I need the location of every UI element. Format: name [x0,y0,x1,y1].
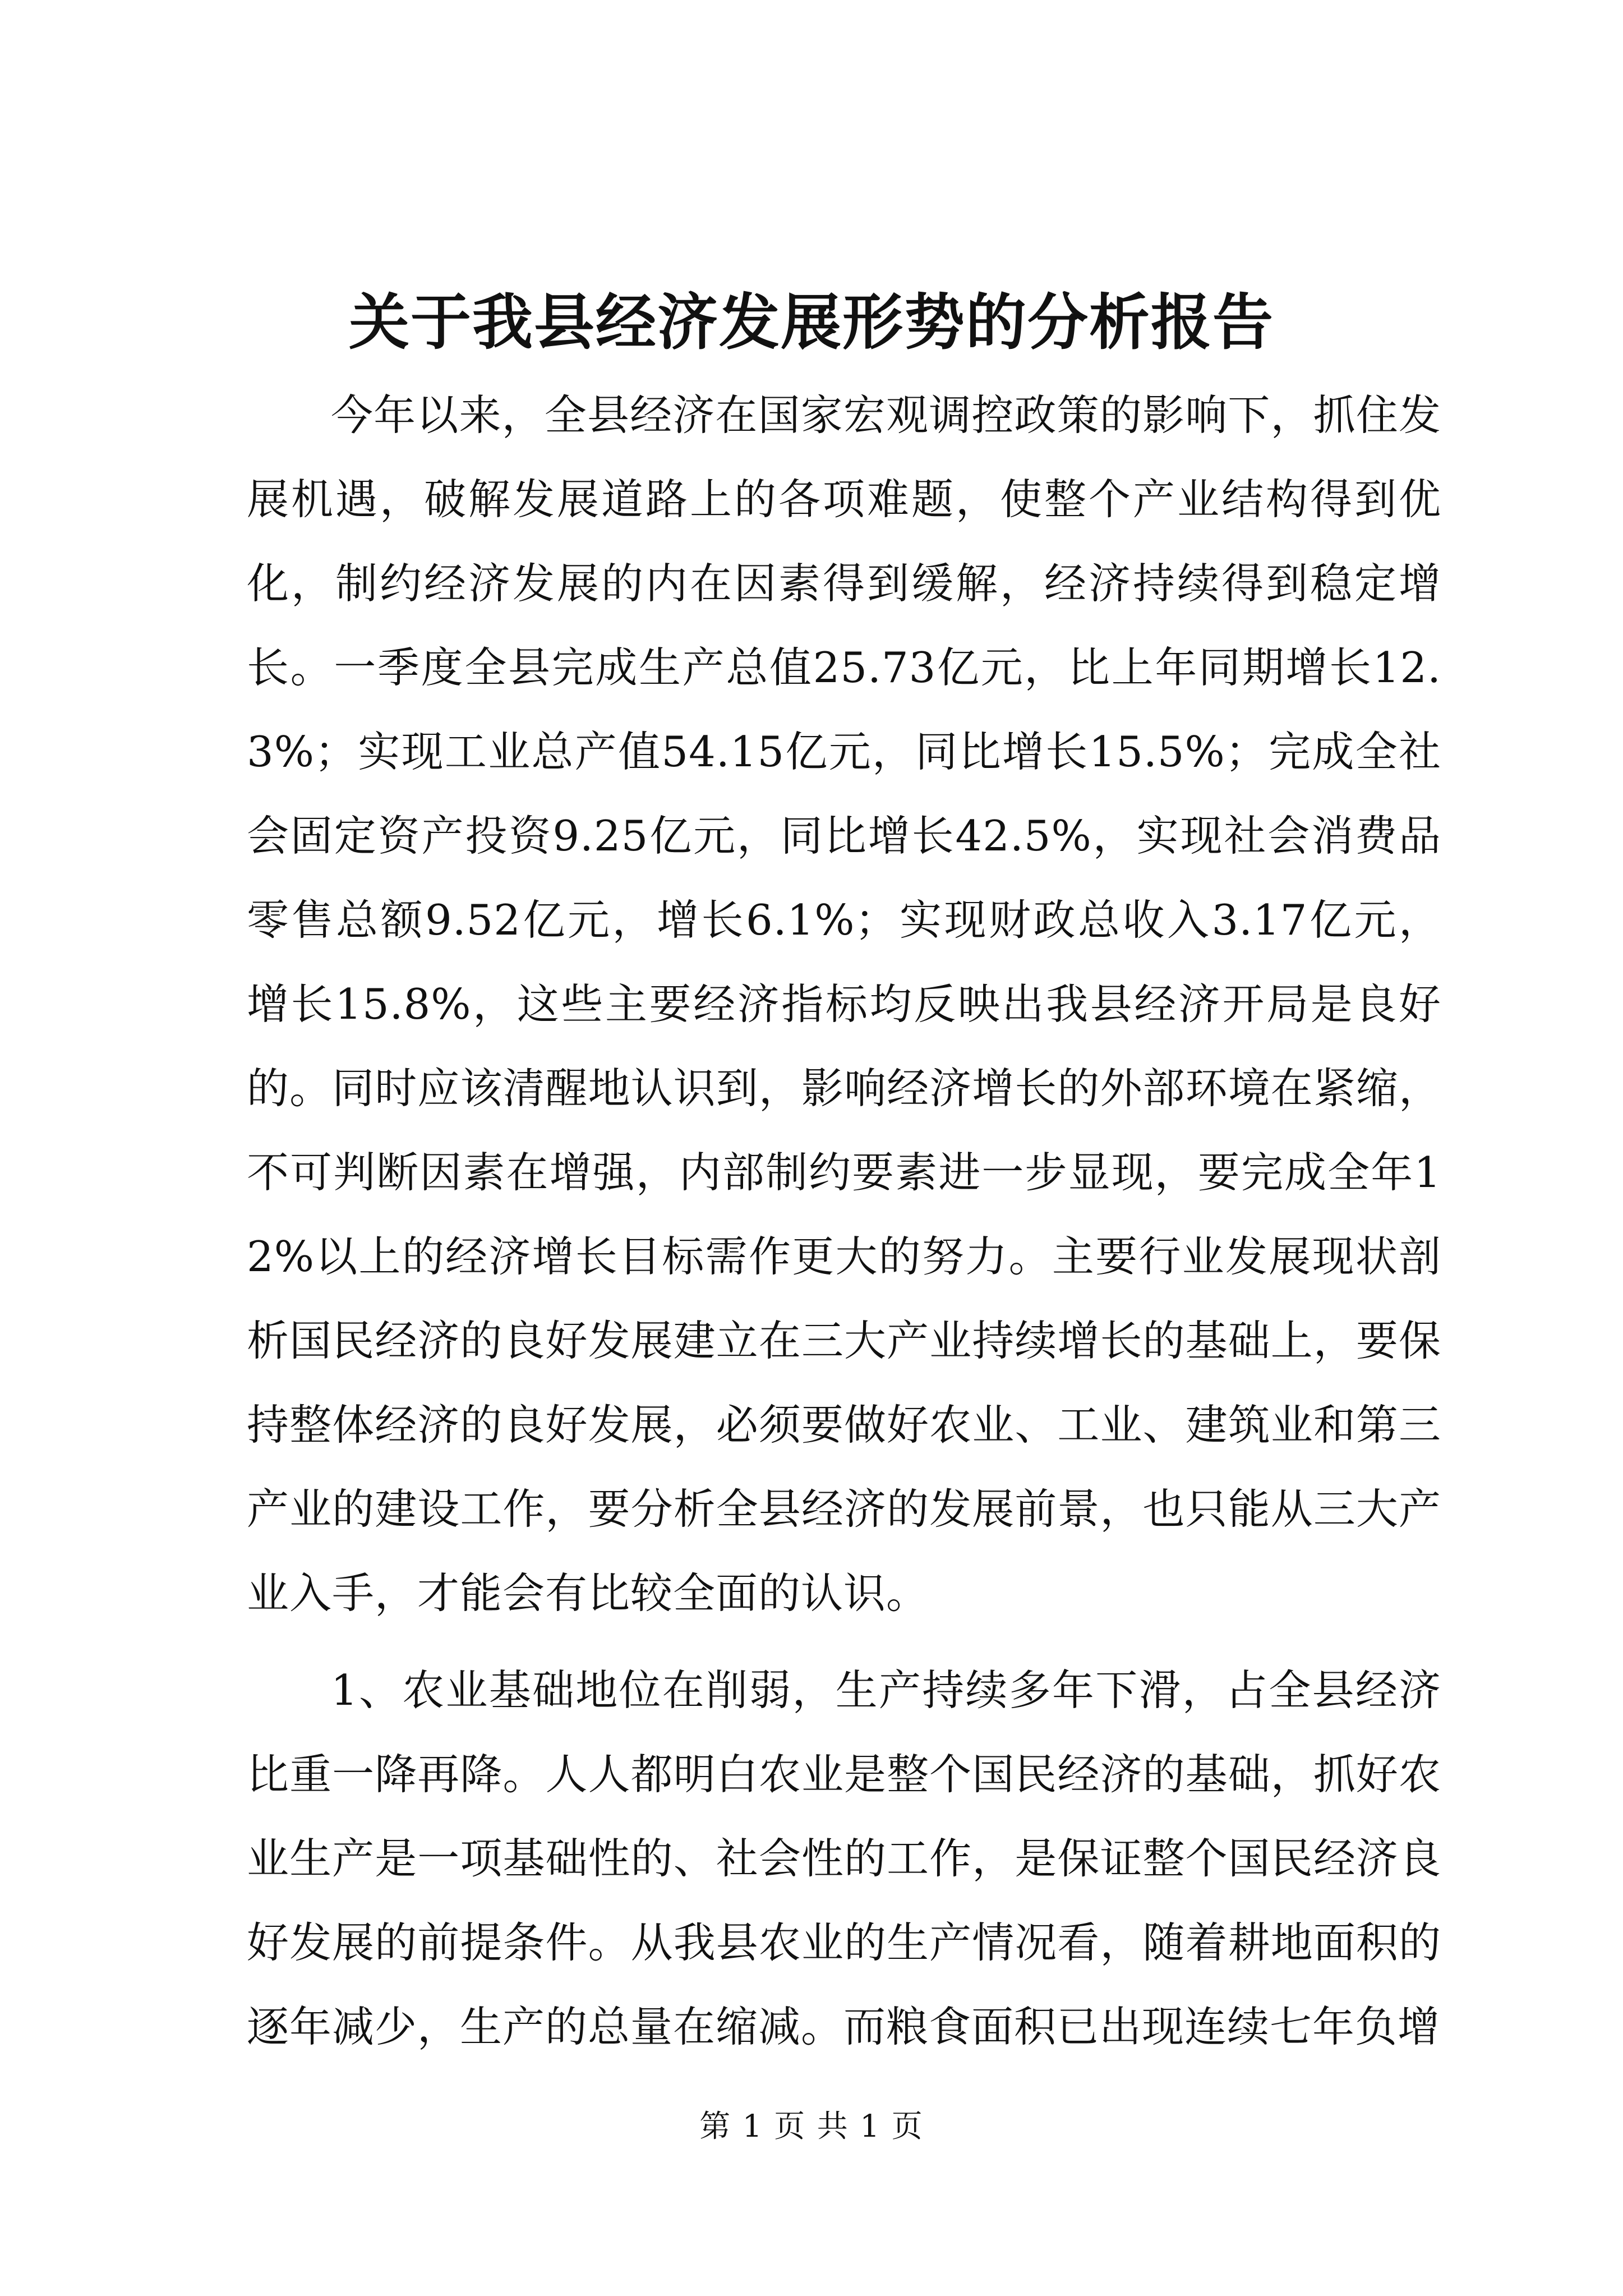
document-body [247,373,1441,2082]
paragraph-intro: 今年以来，全县经济在国家宏观调控政策的影响下，抓住发展机遇，破解发展道路上的各项难题，使整个产业结构得到优化，制约经济发展的内在因素得到缓解，经济持续得到稳定增长。一季度全县完成生产总值25.73亿元，比上年同期增长12.3%；实现工业总产值54.15亿元，同比增长15.5%；完成全社会固定资产投资9.25亿元，同比增长42.5%，实现社会消费品零售总额9.52亿元，增长6.1%；实现财政总收入3.17亿元，增长15.8%，这些主要经济指标均反映出我县经济开局是良好的。同时应该清醒地认识到，影响经济增长的外部环境在紧缩，不可判断因素在增强，内部制约要素进一步显现，要完成全年12%以上的经济增长目标需作更大的努力。主要行业发展现状剖析国民经济的良好发展建立在三大产业持续增长的基础上，要保持整体经济的良好发展，必须要做好农业、工业、建筑业和第三产业的建设工作，要分析全县经济的发展前景，也只能从三大产业入手，才能会有比较全面的认识。 [247,390,1441,1618]
page-title: 关于我县经济发展形势的分析报告 [348,287,1274,358]
page-number-footer: 第 1 页 共 1 页 [699,2108,924,2144]
paragraph-agriculture: 1、农业基础地位在削弱，生产持续多年下滑，占全县经济比重一降再降。人人都明白农业是整个国民经济的基础，抓好农业生产是一项基础性的、社会性的工作，是保证整个国民经济良好发展的前提条件。从我县农业的生产情况看，随着耕地面积的逐年减少，生产的总量在缩减。而粮食面积已出现连续七年负增 [247,1665,1441,2051]
